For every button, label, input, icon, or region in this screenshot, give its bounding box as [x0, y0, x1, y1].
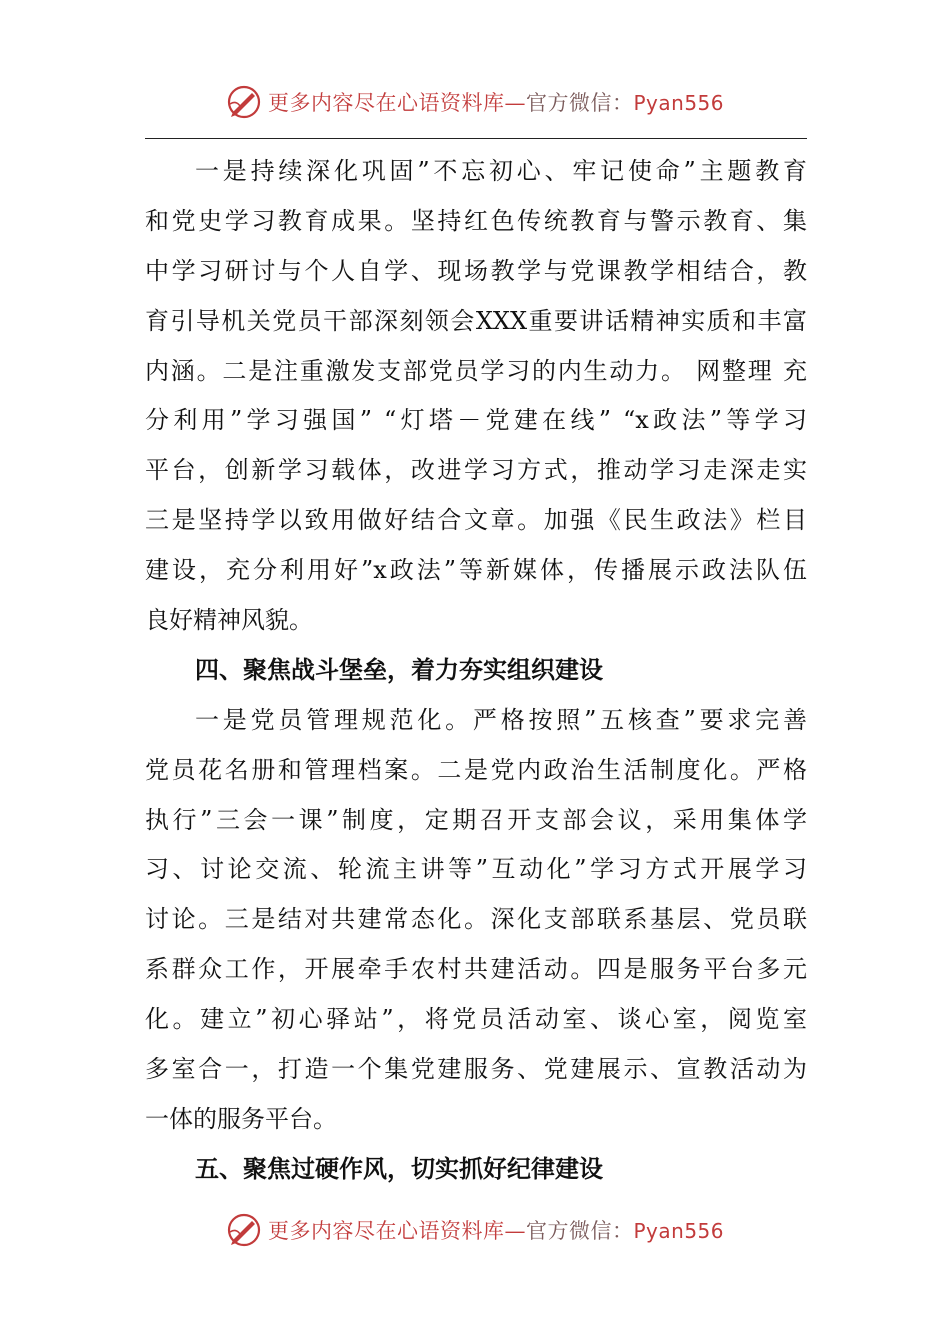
banner-label: 官方微信： [525, 1219, 634, 1243]
footer-banner [0, 1212, 950, 1248]
para1-line: 一是持续深化巩固”不忘初心、牢记使命”主题教育 [195, 157, 807, 185]
para2-line: 系群众工作，开展牵手农村共建活动。四是服务平台多元 [145, 955, 807, 984]
banner-label: 官方微信： [525, 91, 634, 115]
section-heading-4: 四、聚焦战斗堡垒，着力夯实组织建设 [195, 655, 603, 684]
para2-line: 化。建立”初心驿站”，将党员活动室、谈心室，阅览室 [145, 1005, 807, 1034]
para1-line: 建设，充分利用好”x政法”等新媒体，传播展示政法队伍 [145, 556, 807, 585]
para1-line: 三是坚持学以致用做好结合文章。加强《民生政法》栏目 [145, 506, 807, 535]
para2-line: 多室合一，打造一个集党建服务、党建展示、宣教活动为 [145, 1055, 807, 1084]
header-divider [145, 138, 807, 139]
para2-line: 党员花名册和管理档案。二是党内政治生活制度化。严格 [145, 755, 807, 784]
para1-line: 良好精神风貌。 [145, 606, 313, 635]
banner-text [268, 1215, 724, 1245]
banner-dash: — [504, 91, 526, 115]
para1-line: 育引导机关党员干部深刻领会XXX重要讲话精神实质和丰富 [145, 306, 807, 335]
para1-line: 分利用”学习强国” “灯塔－党建在线” “x政法”等学习 [145, 406, 807, 435]
banner-dash: — [504, 1219, 526, 1243]
banner-wechat-id: Pyan556 [633, 1219, 724, 1243]
para2-line: 讨论。三是结对共建常态化。深化支部联系基层、党员联 [145, 905, 807, 934]
section-heading-5: 五、聚焦过硬作风，切实抓好纪律建设 [195, 1154, 603, 1183]
document-body [145, 147, 807, 1195]
para2-line: 一体的服务平台。 [145, 1104, 337, 1133]
para1-line: 内涵。二是注重激发支部党员学习的内生动力。 网整理 充 [145, 356, 807, 385]
banner-prefix: 更多内容尽在心语资料库 [267, 1219, 505, 1243]
banner-wechat-id: Pyan556 [633, 91, 724, 115]
para1-line: 中学习研讨与个人自学、现场教学与党课教学相结合，教 [145, 256, 807, 285]
para1-line: 平台，创新学习载体，改进学习方式，推动学习走深走实 [145, 456, 807, 485]
pen-logo-icon [226, 84, 262, 120]
para1-line: 和党史学习教育成果。坚持红色传统教育与警示教育、集 [145, 206, 807, 235]
pen-logo-icon [226, 1212, 262, 1248]
banner-text [268, 87, 724, 117]
para2-line: 一是党员管理规范化。严格按照”五核查”要求完善 [195, 705, 807, 734]
banner-prefix: 更多内容尽在心语资料库 [267, 91, 505, 115]
para2-line: 执行”三会一课”制度，定期召开支部会议，采用集体学 [145, 805, 807, 834]
para2-line: 习、讨论交流、轮流主讲等”互动化”学习方式开展学习 [145, 855, 807, 884]
header-banner [0, 84, 950, 120]
